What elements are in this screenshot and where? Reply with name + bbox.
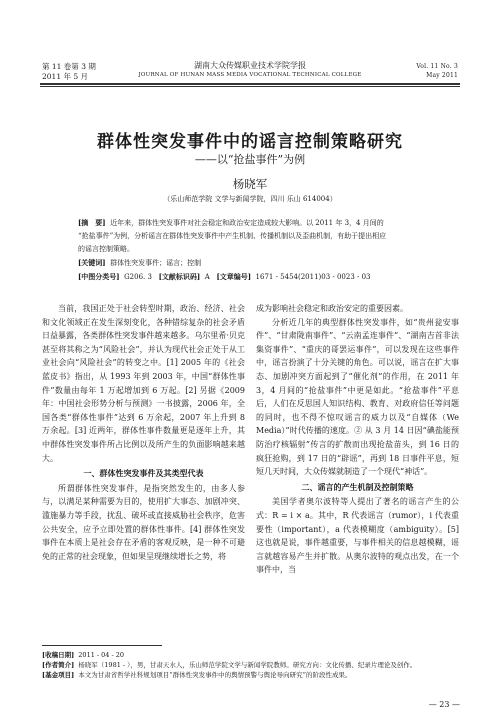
body-paragraph: 所谓群体性突发事件，是指突然发生的，由多人参与，以满足某种需要为目的，使用扩大事态、加剧冲突、滥施暴力等手段，扰乱、破坏或直接威胁社会秩序，危害公共安全，应予立即处置的群体性事件。[4] 群体性突发事件在本质上是社会存在矛盾的客观反映，是一种不可避免的正常的社会现象，但如果呈现继续增长之势，将: [42, 483, 245, 561]
abstract-line-1: 近年来，群体性突发事件对社会稳定和政治安定造成较大影响。以 2011 年 3，4 月间的: [110, 219, 384, 227]
abstract-line-3: 的谣言控制策略。: [78, 245, 134, 253]
section-heading-2: 二、谣言的产生机制及控制策略: [301, 482, 414, 492]
fund-label: [基金项目]: [42, 671, 75, 679]
abstract-line-2: “抢盐事件”为例，分析谣言在群体性突发事件中产生机制、传播机制以及歪曲机制，有助于提出相应: [78, 232, 387, 240]
section-heading-1: 一、群体性突发事件及其类型代表: [83, 469, 204, 479]
body-paragraph: 美国学者奥尔波特等人提出了著名的谣言产生的公式：R = i × a。其中，R 代表谣言（rumor），i 代表重要性（important），a 代表模糊度（ambiguity）。[5] 这也就是说，事件越重要，与事件相关的信息越模糊，谣言就越容易产生并扩散。从奥尔波特的观点出发，在一个事件中，当: [256, 497, 459, 575]
paper-subtitle: ——以“抢盐事件”为例: [194, 153, 306, 166]
abstract-label: [摘 要]: [78, 218, 106, 227]
author-info-label: [作者简介]: [42, 661, 75, 669]
header-rule-thin: [40, 86, 460, 87]
body-paragraph: 当前，我国正处于社会转型时期，政治、经济、社会和文化领域正在发生深刻变化，各种错综复杂的社会矛盾日益暴露，各类群体性突发事件越来越多。乌尔里希·贝克甚至将其称之为“风险社会”，并认为现代社会正处于从工业社会向“风险社会”的转变之中。[1] 2005 年的《社会蓝皮书》指出，从 1993 年到 2003 年，中国“群体性事件”数量由每年 1 万起增加到 6 万起。[2] 另据《2009 年：中国社会形势分析与预测》一书披露，2006 年，全国各类“群体性事件”达到 6 万余起，2007 年上升到 8 万余起。[3] 近两年，群体性事件数量更是逐年上升，其中群体性突发事件所占比例以及所产生的负面影响越来越大。: [42, 304, 245, 463]
paper-title: 群体性突发事件中的谣言控制策略研究: [97, 132, 403, 152]
class-number: G206. 3: [124, 273, 152, 281]
footnote-rule: [42, 645, 162, 646]
header-volume-en: Vol. 11 No. 3: [416, 63, 458, 70]
author-info: 杨晓军（1981 - ），男，甘肃天水人，乐山师范学院文学与新闻学院教师。研究方向：文化传播、纪录片理论及创作。: [78, 661, 417, 669]
body-paragraph: 分析近几年的典型群体性突发事件，如“贵州瓮安事件”、“甘肃陇南事件”、“云南孟连事件”、“湖南吉首非法集资事件”、“重庆的哥罢运事件”，可以发现在这些事件中，谣言扮演了十分关键的角色。可以说，谣言在扩大事态、加剧冲突方面起到了“催化剂”的作用，在 2011 年 3，4 月间的“抢盐事件”中更是如此。“抢盐事件”平息后，人们在反思国人知识结构、教育、对政府信任等问题的同时，也不得不惊叹谣言的威力以及“自媒体（We Media）”时代传播的速度。② 从 3 月 14 日因“碘盐能预防治疗核辐射”传言的扩散而出现抢盐苗头，到 16 日的疯狂抢购，到 17 日的“辟谣”，再到 18 日事件平息，短短几天时间，大众传媒就制造了一个现代“神话”。: [256, 317, 459, 477]
article-number-label: [文章编号]: [216, 272, 252, 281]
page-number: — 23 —: [428, 700, 460, 709]
abstract: [78, 216, 423, 284]
paper-affiliation: （乐山师范学院 文学与新闻学院，四川 乐山 614004）: [163, 195, 337, 203]
header-date-en: May 2011: [426, 72, 458, 79]
keywords: 群体性突发事件；谣言；控制: [110, 259, 202, 267]
paper-author: 杨晓军: [232, 177, 268, 191]
article-number: 1671 - 5454(2011)03 - 0023 - 03: [255, 273, 371, 281]
header-date-cn: 2011 年 5 月: [42, 72, 89, 81]
fund-info: 本文为甘肃省哲学社科规划项目“群体性突发事件中的舆情预警与舆论导向研究”的阶段性成果。: [78, 671, 352, 679]
received-date: 2011 - 04 - 20: [78, 651, 125, 659]
class-number-label: [中图分类号]: [78, 272, 120, 281]
received-label: [收稿日期]: [42, 651, 75, 659]
journal-name-en: JOURNAL OF HUNAN MASS MEDIA VOCATIONAL TECHNICAL COLLEGE: [138, 72, 362, 78]
keywords-label: [关键词]: [78, 258, 106, 267]
doc-code: A: [204, 273, 210, 281]
footnotes: [42, 650, 460, 680]
journal-name-cn: 湖南大众传媒职业技术学院学报: [194, 61, 306, 70]
right-column: [256, 302, 459, 632]
left-column: [42, 302, 245, 632]
body-paragraph: 成为影响社会稳定和政治安定的重要因素。: [256, 304, 408, 313]
header-rule: [40, 83, 460, 85]
header-volume-cn: 第 11 卷第 3 期: [42, 62, 96, 71]
doc-code-label: [文献标识码]: [158, 272, 201, 281]
